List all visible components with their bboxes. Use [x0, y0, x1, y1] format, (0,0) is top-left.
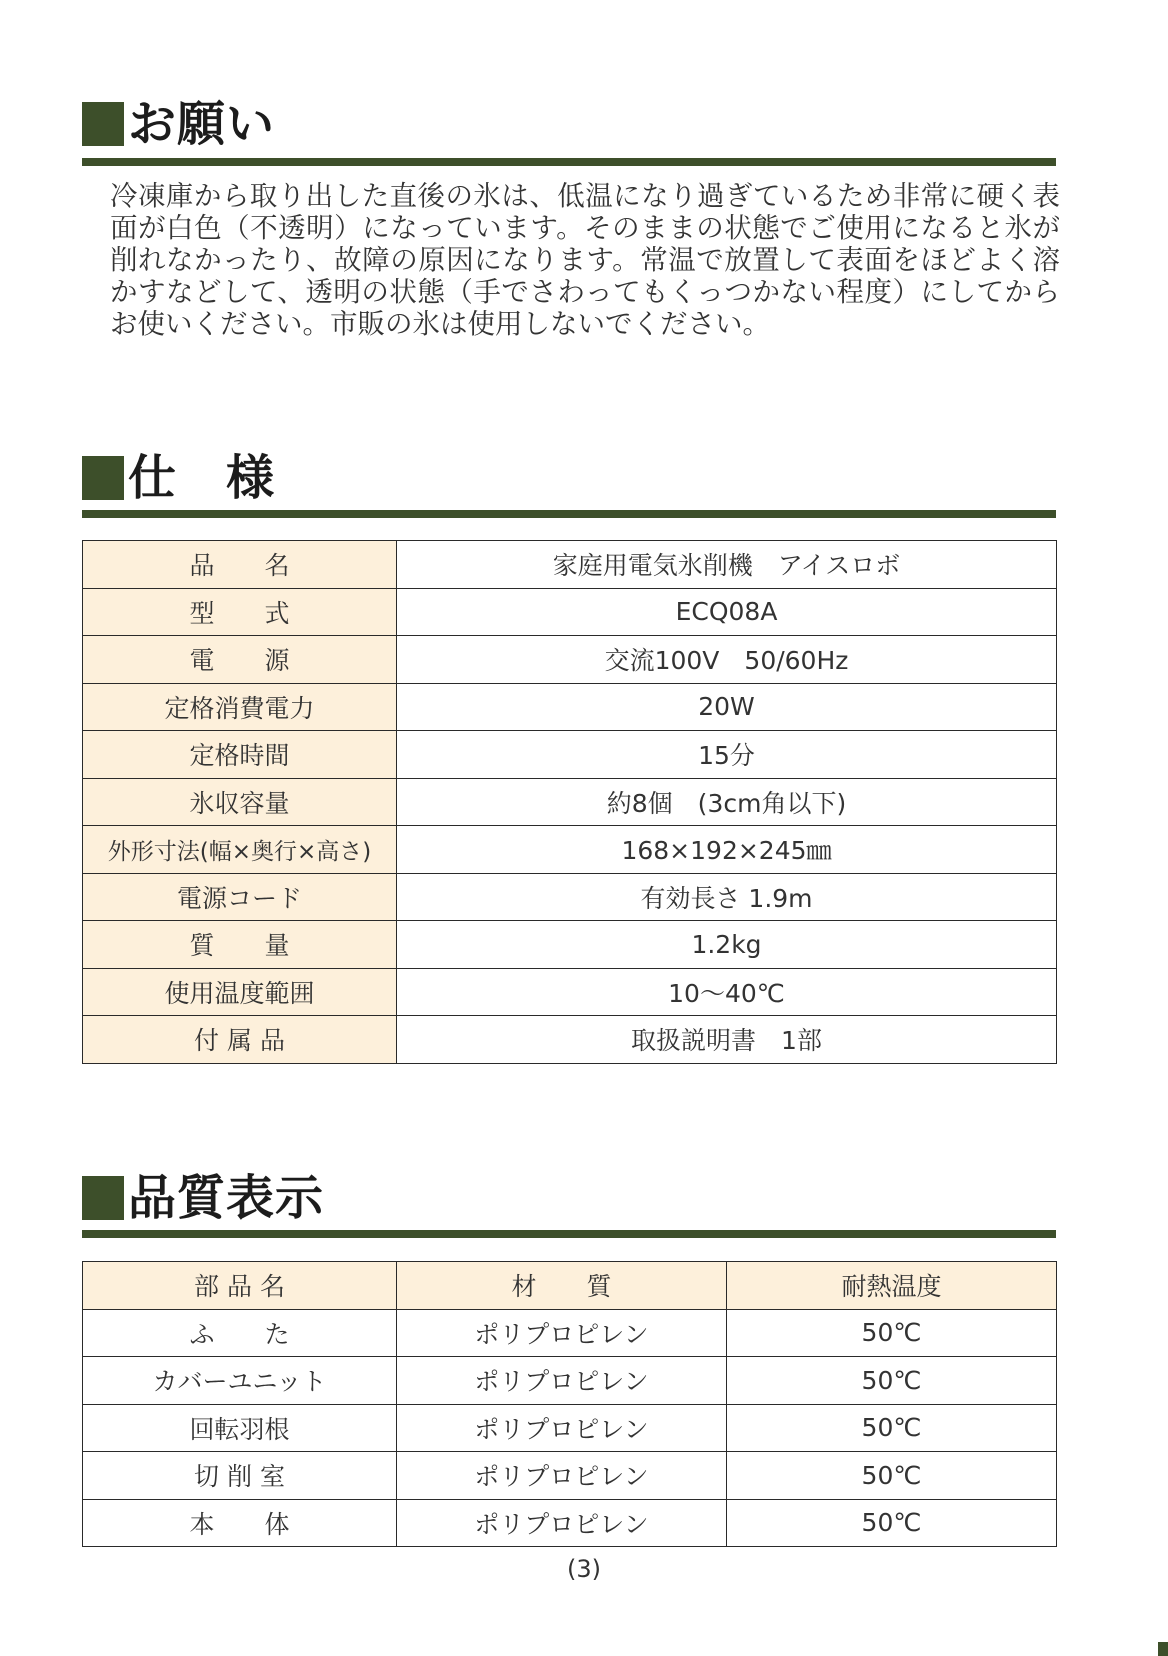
spec-label: 品 名: [83, 541, 397, 589]
table-header-row: [83, 1262, 1057, 1310]
quality-title: 品質表示: [128, 1170, 325, 1226]
notice-title: お願い: [128, 96, 276, 152]
material: ポリプロピレン: [397, 1357, 727, 1405]
spec-label: 氷収容量: [83, 778, 397, 826]
table-row: [83, 588, 1057, 636]
part-name: 回転羽根: [83, 1404, 397, 1452]
part-name: カバーユニット: [83, 1357, 397, 1405]
part-name: 切 削 室: [83, 1452, 397, 1500]
table-row: [83, 1309, 1057, 1357]
table-row: [83, 683, 1057, 731]
spec-label: 電 源: [83, 636, 397, 684]
spec-value: 20W: [397, 683, 1057, 731]
heat-resistance: 50℃: [727, 1452, 1057, 1500]
spec-label: 型 式: [83, 588, 397, 636]
table-row: [83, 873, 1057, 921]
table-row: [83, 636, 1057, 684]
spec-value: 1.2kg: [397, 921, 1057, 969]
specs-table: [82, 540, 1057, 1064]
table-row: [83, 1016, 1057, 1064]
table-row: [83, 778, 1057, 826]
spec-label: 定格消費電力: [83, 683, 397, 731]
spec-value: 10～40℃: [397, 968, 1057, 1016]
table-row: [83, 731, 1057, 779]
material: ポリプロピレン: [397, 1452, 727, 1500]
material: ポリプロピレン: [397, 1499, 727, 1547]
spec-value: 168×192×245㎜: [397, 826, 1057, 874]
quality-heading: [82, 1172, 324, 1224]
quality-table: [82, 1261, 1057, 1547]
heat-resistance: 50℃: [727, 1309, 1057, 1357]
spec-value: 交流100V 50/60Hz: [397, 636, 1057, 684]
heading-square-icon: [82, 456, 124, 500]
table-row: [83, 1357, 1057, 1405]
spec-value: 約8個 (3cm角以下): [397, 778, 1057, 826]
spec-value: ECQ08A: [397, 588, 1057, 636]
spec-value: 取扱説明書 1部: [397, 1016, 1057, 1064]
spec-label: 付 属 品: [83, 1016, 397, 1064]
spec-label: 使用温度範囲: [83, 968, 397, 1016]
table-row: [83, 1404, 1057, 1452]
part-name: ふ た: [83, 1309, 397, 1357]
table-row: [83, 1499, 1057, 1547]
column-header: 部 品 名: [83, 1262, 397, 1310]
spec-label: 定格時間: [83, 731, 397, 779]
notice-heading: [82, 98, 275, 150]
part-name: 本 体: [83, 1499, 397, 1547]
quality-rule: [82, 1230, 1056, 1238]
heading-square-icon: [82, 1176, 124, 1220]
spec-label: 外形寸法(幅×奥行×高さ): [83, 826, 397, 874]
table-row: [83, 921, 1057, 969]
heading-square-icon: [82, 102, 124, 146]
spec-value: 家庭用電気氷削機 アイスロボ: [397, 541, 1057, 589]
heat-resistance: 50℃: [727, 1404, 1057, 1452]
table-row: [83, 541, 1057, 589]
table-row: [83, 826, 1057, 874]
heat-resistance: 50℃: [727, 1357, 1057, 1405]
spec-label: 質 量: [83, 921, 397, 969]
notice-rule: [82, 158, 1056, 166]
corner-mark: [1158, 1642, 1168, 1656]
column-header: 材 質: [397, 1262, 727, 1310]
page-number: (3): [567, 1555, 601, 1583]
table-row: [83, 1452, 1057, 1500]
spec-label: 電源コード: [83, 873, 397, 921]
column-header: 耐熱温度: [727, 1262, 1057, 1310]
spec-value: 15分: [397, 731, 1057, 779]
specs-heading: [82, 452, 275, 504]
notice-body: 冷凍庫から取り出した直後の氷は、低温になり過ぎているため非常に硬く表面が白色（不透明）になっています。そのままの状態でご使用になると氷が削れなかったり、故障の原因になります。常温で放置して表面をほどよく溶かすなどして、透明の状態（手でさわってもくっつかない程度）にしてからお使いください。市販の氷は使用しないでください。: [110, 180, 1060, 340]
spec-value: 有効長さ 1.9m: [397, 873, 1057, 921]
material: ポリプロピレン: [397, 1404, 727, 1452]
table-row: [83, 968, 1057, 1016]
specs-title: 仕 様: [128, 450, 276, 506]
specs-rule: [82, 510, 1056, 518]
heat-resistance: 50℃: [727, 1499, 1057, 1547]
material: ポリプロピレン: [397, 1309, 727, 1357]
